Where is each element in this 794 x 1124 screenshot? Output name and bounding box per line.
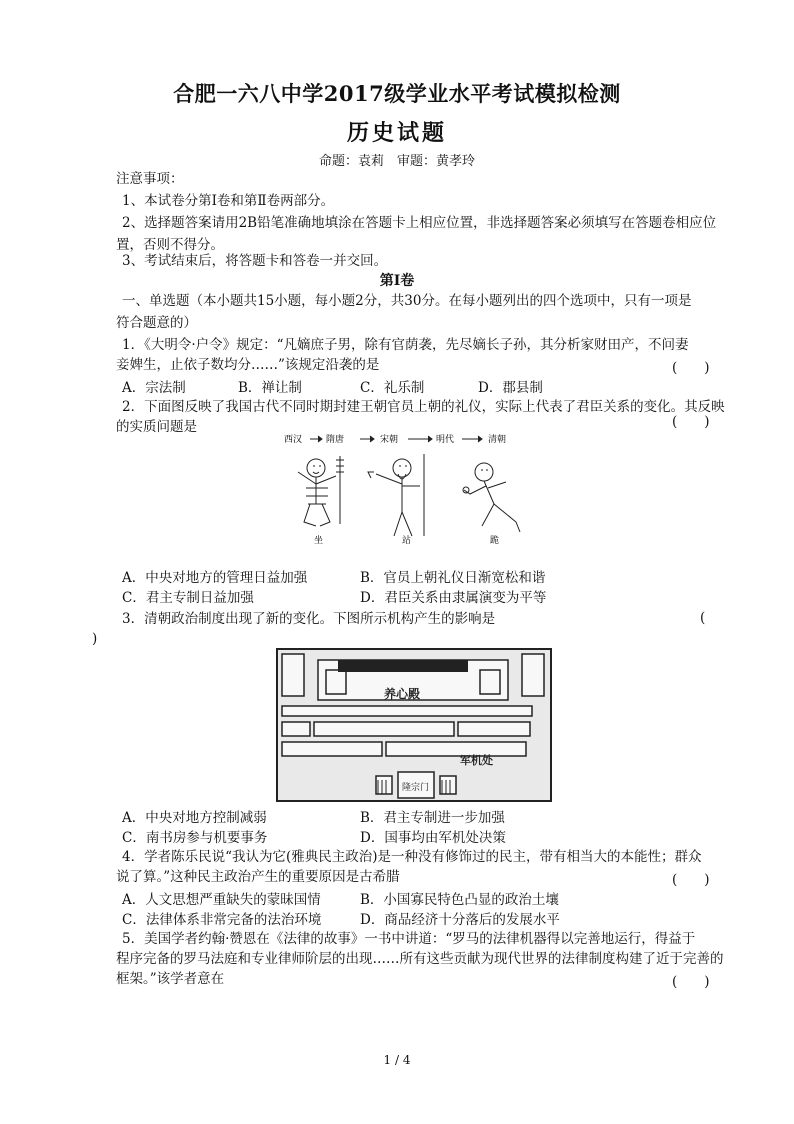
exam-authors: 命题：袁莉 审题：黄孝玲 [318, 154, 475, 169]
page-number: 1 / 4 [383, 1053, 411, 1067]
answer-blank: ( ) [672, 974, 710, 990]
exam-title: 合肥一六八中学2017级学业水平考试模拟检测 [173, 81, 621, 106]
era-label: 隋唐 [326, 435, 345, 445]
notice-heading: 注意事项： [116, 171, 184, 187]
option-b: B．禅让制 [238, 380, 302, 396]
notice-item: 置，否则不得分。 [116, 237, 224, 253]
option-b: B．官员上朝礼仪日渐宽松和谐 [360, 570, 546, 586]
question-4-text: 说了算。”这种民主政治产生的重要原因是古希腊 [116, 869, 400, 885]
option-a: A．中央对地方控制减弱 [122, 810, 267, 826]
question-5-text: 框架。”该学者意在 [116, 971, 225, 987]
section-heading: 第Ⅰ卷 [379, 273, 415, 289]
option-c: C．法律体系非常完备的法治环境 [122, 912, 322, 928]
question-1-text: 1．《大明令·户令》规定：“凡嫡庶子男，除有官荫袭，先尽嫡长子孙，其分析家财田产，不问妻 [122, 337, 689, 353]
posture-label: 坐 [314, 536, 324, 544]
answer-blank: ( ) [672, 360, 710, 376]
option-c: C．君主专制日益加强 [122, 590, 254, 606]
option-a: A．人文思想严重缺失的蒙昧国情 [122, 892, 321, 908]
instruction-line: 符合题意的） [116, 315, 197, 331]
answer-blank: ( ) [672, 872, 710, 888]
option-d: D．国事均由军机处决策 [360, 830, 506, 846]
option-c: C．礼乐制 [360, 380, 425, 396]
answer-blank-open: ( [700, 610, 706, 626]
option-d: D．商品经济十分落后的发展水平 [360, 912, 560, 928]
option-d: D．郡县制 [478, 380, 543, 396]
option-d: D．君臣关系由隶属演变为平等 [360, 590, 547, 606]
era-label: 西汉 [284, 435, 303, 445]
notice-item: 1、本试卷分第Ⅰ卷和第Ⅱ卷两部分。 [122, 193, 335, 209]
instruction-line: 一、单选题（本小题共15小题，每小题2分，共30分。在每小题列出的四个选项中，只有一项是 [122, 293, 692, 309]
question-1-text: 妾婢生，止依子数均分……”该规定沿袭的是 [116, 357, 380, 373]
question-2-text: 2．下面图反映了我国古代不同时期封建王朝官员上朝的礼仪，实际上代表了君臣关系的变化。其反映 [122, 399, 725, 415]
exam-subtitle: 历史试题 [346, 120, 447, 146]
answer-blank: ( ) [672, 414, 710, 430]
era-label: 宋朝 [380, 435, 399, 445]
posture-label: 跪 [490, 536, 500, 544]
answer-blank-close: ) [92, 631, 98, 647]
question-2-text: 的实质问题是 [116, 419, 197, 435]
era-label: 明代 [436, 435, 455, 445]
office-label: 军机处 [460, 754, 493, 767]
option-a: A．宗法制 [122, 380, 186, 396]
palace-map-figure [276, 648, 552, 802]
notice-item: 3、考试结束后，将答题卡和答卷一并交回。 [122, 253, 388, 269]
option-b: B．君主专制进一步加强 [360, 810, 505, 826]
era-label: 清朝 [488, 435, 507, 445]
posture-label: 站 [402, 536, 412, 544]
option-b: B．小国寡民特色凸显的政治土壤 [360, 892, 559, 908]
question-3-text: 3．清朝政治制度出现了新的变化。下图所示机构产生的影响是 [122, 611, 496, 627]
court-etiquette-figure [284, 432, 540, 544]
notice-item: 2、选择题答案请用2B铅笔准确地填涂在答题卡上相应位置，非选择题答案必须填写在答题卷相应位 [122, 215, 717, 231]
hall-label: 养心殿 [384, 687, 421, 701]
gate-label: 隆宗门 [402, 783, 430, 793]
option-a: A．中央对地方的管理日益加强 [122, 570, 308, 586]
question-5-text: 程序完备的罗马法庭和专业律师阶层的出现……所有这些贡献为现代世界的法律制度构建了近于完善的 [116, 951, 724, 967]
question-4-text: 4．学者陈乐民说“我认为它(雅典民主政治)是一种没有修饰过的民主，带有相当大的本能性；群众 [122, 849, 702, 865]
option-c: C．南书房参与机要事务 [122, 830, 268, 846]
question-5-text: 5．美国学者约翰·赞恩在《法律的故事》一书中讲道：“罗马的法律机器得以完善地运行，得益于 [122, 931, 696, 947]
